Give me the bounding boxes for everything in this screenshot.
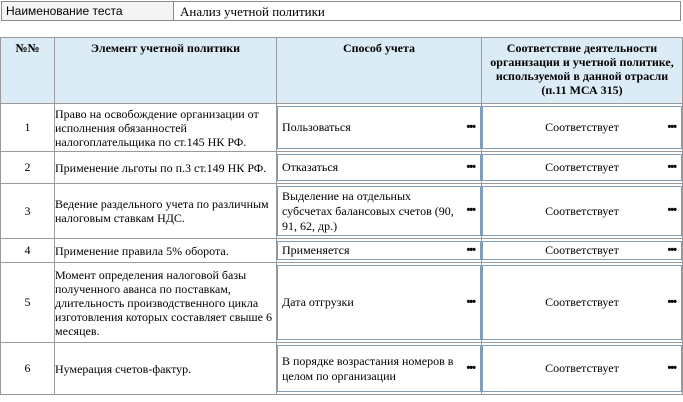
accounting-method-field-cell	[277, 343, 482, 395]
ellipsis-icon[interactable]: •••	[466, 295, 475, 308]
ellipsis-icon[interactable]: •••	[466, 243, 475, 256]
compliance-field-value: Соответствует	[545, 295, 619, 309]
policy-element: Применение правила 5% оборота.	[55, 239, 277, 263]
accounting-method-field-value: Пользоваться	[282, 120, 351, 134]
ellipsis-icon[interactable]: •••	[466, 203, 475, 216]
compliance-field[interactable]	[482, 265, 682, 340]
table-row	[1, 263, 683, 343]
accounting-method-field-cell	[277, 239, 482, 263]
policy-element: Нумерация счетов-фактур.	[55, 343, 277, 395]
compliance-field-value: Соответствует	[545, 160, 619, 174]
test-name-row	[1, 1, 681, 21]
accounting-method-field-cell	[277, 184, 482, 239]
accounting-policy-table	[0, 37, 683, 395]
row-number: 6	[1, 343, 55, 395]
compliance-field-value: Соответствует	[545, 203, 619, 218]
compliance-field-cell	[482, 343, 683, 395]
compliance-field-value: Соответствует	[545, 120, 619, 134]
compliance-field[interactable]	[482, 106, 682, 149]
compliance-field-cell	[482, 152, 683, 184]
row-number: 4	[1, 239, 55, 263]
accounting-method-field-value: Дата отгрузки	[282, 295, 354, 309]
row-number: 2	[1, 152, 55, 184]
accounting-method-field-cell	[277, 152, 482, 184]
test-name-label: Наименование теста	[2, 2, 174, 20]
compliance-field[interactable]	[482, 345, 682, 392]
ellipsis-icon[interactable]: •••	[667, 203, 676, 216]
column-header-element: Элемент учетной политики	[55, 38, 277, 104]
table-header-row	[1, 38, 683, 104]
test-name-value: Анализ учетной политики	[180, 4, 325, 19]
ellipsis-icon[interactable]: •••	[667, 243, 676, 256]
ellipsis-icon[interactable]: •••	[466, 361, 475, 374]
accounting-method-field[interactable]	[277, 106, 481, 149]
ellipsis-icon[interactable]: •••	[466, 160, 475, 173]
compliance-field-cell	[482, 184, 683, 239]
policy-element: Момент определения налоговой базы полученного аванса по поставкам, длительность производственного цикла изготовления которых составляет свыше 6 месяцев.	[55, 263, 277, 343]
ellipsis-icon[interactable]: •••	[667, 120, 676, 133]
accounting-method-field-cell	[277, 104, 482, 152]
accounting-method-field[interactable]	[277, 241, 481, 260]
row-number: 5	[1, 263, 55, 343]
accounting-method-field[interactable]	[277, 345, 481, 392]
compliance-field[interactable]	[482, 154, 682, 181]
row-number: 1	[1, 104, 55, 152]
compliance-field-cell	[482, 239, 683, 263]
ellipsis-icon[interactable]: •••	[466, 120, 475, 133]
ellipsis-icon[interactable]: •••	[667, 361, 676, 374]
compliance-field[interactable]	[482, 186, 682, 236]
column-header-method: Способ учета	[277, 38, 482, 104]
ellipsis-icon[interactable]: •••	[667, 295, 676, 308]
policy-element: Применение льготы по п.3 ст.149 НК РФ.	[55, 152, 277, 184]
compliance-field-cell	[482, 104, 683, 152]
policy-element: Ведение раздельного учета по различным налоговым ставкам НДС.	[55, 184, 277, 239]
accounting-method-field-value: В порядке возрастания номеров в целом по организации	[282, 353, 454, 383]
row-number: 3	[1, 184, 55, 239]
accounting-method-field-value: Применяется	[282, 243, 350, 257]
accounting-method-field[interactable]	[277, 265, 481, 340]
accounting-method-field[interactable]	[277, 186, 481, 236]
accounting-method-field-value: Отказаться	[282, 160, 339, 174]
table-row	[1, 343, 683, 395]
column-header-num: №№	[1, 38, 55, 104]
table-row	[1, 104, 683, 152]
column-header-compliance: Соответствие деятельности организации и учетной политике, используемой в данной отрасли (п.11 МСА 315)	[482, 38, 683, 104]
table-row	[1, 239, 683, 263]
compliance-field-value: Соответствует	[545, 361, 619, 375]
compliance-field-cell	[482, 263, 683, 343]
ellipsis-icon[interactable]: •••	[667, 160, 676, 173]
compliance-field[interactable]	[482, 241, 682, 260]
accounting-method-field-value: Выделение на отдельных субсчетах балансовых счетов (90, 91, 62, др.)	[282, 188, 454, 233]
policy-element: Право на освобождение организации от исполнения обязанностей налогоплательщика по ст.145 НК РФ.	[55, 104, 277, 152]
accounting-method-field[interactable]	[277, 154, 481, 181]
compliance-field-value: Соответствует	[545, 243, 619, 257]
table-row	[1, 184, 683, 239]
table-row	[1, 152, 683, 184]
accounting-method-field-cell	[277, 263, 482, 343]
